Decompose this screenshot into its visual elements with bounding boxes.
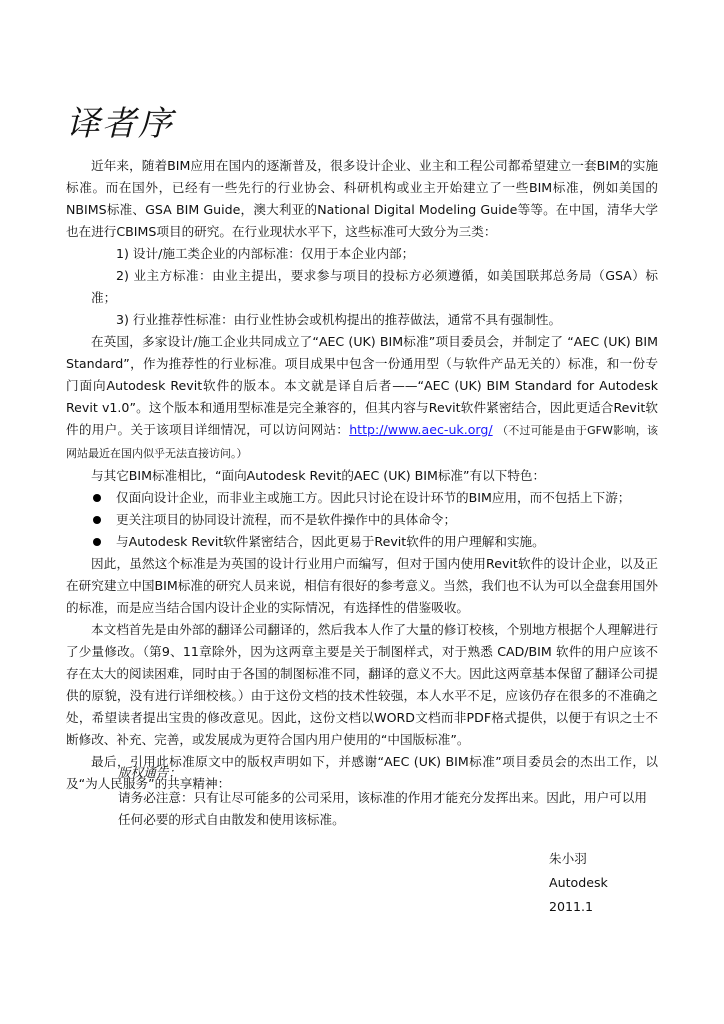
signature-company: Autodesk — [549, 875, 608, 890]
uk-paragraph-text: 在英国，多家设计/施工企业共同成立了“AEC (UK) BIM标准”项目委员会，并制定了 “AEC (UK) BIM Standard”，作为推荐性的行业标准。项目成果中包含一份通用型（与软件产品无关的）标准，和一份专门面向Autodesk Revit软件的版本。本文就是译自后者——“AEC (UK) BIM Standard for Autodesk Revit v1.0”。这个版本和通用型标准是完全兼容的，但其内容与Revit软件紧密结合，因此更适合Revit软件的用户。关于该项目详细情况，可以访问网站： — [66, 334, 658, 437]
uk-paragraph — [66, 331, 658, 465]
signature-date: 2011.1 — [549, 899, 594, 914]
features-intro: 与其它BIM标准相比，“面向Autodesk Revit的AEC (UK) BIM标准”有以下特色： — [91, 468, 546, 483]
signature-block — [549, 847, 608, 919]
feature-text: 仅面向设计企业，而非业主或施工方。因此只讨论在设计环节的BIM应用，而不包括上下游； — [116, 490, 631, 505]
list-item — [66, 487, 658, 509]
translation-note-paragraph: 本文档首先是由外部的翻译公司翻译的，然后我本人作了大量的修订校核，个别地方根据个人理解进行了少量修改。（第9、11章除外，因为这两章主要是关于制图样式，对于熟悉 CAD/BIM 软件的用户应该不存在太大的阅读困难，同时由于各国的制图标准不同，翻译的意义不大。因此这两章基本保留了翻译公司提供的原貌，没有进行详细校核。）由于这份文档的技术性较强，本人水平不足，应该仍存在很多的不准确之处，希望读者提出宝贵的修改意见。因此，这份文档以WORD文档而非PDF格式提供，以便于有识之士不断修改、补充、完善，或发展成为更符合国内用户使用的“中国版标准”。 — [66, 622, 658, 747]
list-item — [66, 531, 658, 553]
bullet-icon — [93, 538, 101, 546]
bullet-icon — [93, 494, 101, 502]
copyright-text: 请务必注意：只有让尽可能多的公司采用，该标准的作用才能充分发挥出来。因此，用户可以用任何必要的形式自由散发和使用该标准。 — [118, 790, 647, 827]
link-note: （不过可能是由于GFW影响，该网站最近在国内似乎无法直接访问。） — [66, 424, 659, 460]
page-title: 译者序 — [66, 104, 174, 144]
category-item-3: 3) 行业推荐性标准：由行业性协会或机构提出的推荐做法，通常不具有强制性。 — [116, 312, 562, 327]
signature-name: 朱小羽 — [549, 851, 587, 866]
copyright-heading: 版权通告： — [118, 765, 181, 780]
preface-body — [66, 155, 658, 795]
category-item-2: 2) 业主方标准：由业主提出，要求参与项目的投标方必须遵循，如美国联邦总务局（GSA）标准； — [91, 268, 658, 305]
copyright-notice — [118, 762, 658, 831]
aec-uk-link[interactable]: http://www.aec-uk.org/ — [349, 422, 493, 437]
closing-paragraph: 最后，引用此标准原文中的版权声明如下，并感谢“AEC (UK) BIM标准”项目委员会的杰出工作，以及“为人民服务”的共享精神： — [66, 754, 658, 791]
bullet-icon — [93, 516, 101, 524]
feature-text: 与Autodesk Revit软件紧密结合，因此更易于Revit软件的用户理解和实施。 — [116, 534, 545, 549]
feature-list — [66, 487, 658, 553]
intro-paragraph: 近年来，随着BIM应用在国内的逐渐普及，很多设计企业、业主和工程公司都希望建立一套BIM的实施标准。而在国外，已经有一些先行的行业协会、科研机构或业主开始建立了一些BIM标准，例如美国的NBIMS标准、GSA BIM Guide，澳大利亚的National Digital Modeling Guide等等。在中国，清华大学也在进行CBIMS项目的研究。在行业现状水平下，这些标准可大致分为三类： — [66, 158, 658, 239]
feature-text: 更关注项目的协同设计流程，而不是软件操作中的具体命令； — [116, 512, 457, 527]
list-item — [66, 509, 658, 531]
category-item-1: 1) 设计/施工类企业的内部标准：仅用于本企业内部； — [116, 246, 415, 261]
significance-paragraph: 因此，虽然这个标准是为英国的设计行业用户而编写，但对于国内使用Revit软件的设计企业，以及正在研究建立中国BIM标准的研究人员来说，相信有很好的参考意义。当然，我们也不认为可以全盘套用国外的标准，而是应当结合国内设计企业的实际情况，有选择性的借鉴吸收。 — [66, 556, 658, 615]
